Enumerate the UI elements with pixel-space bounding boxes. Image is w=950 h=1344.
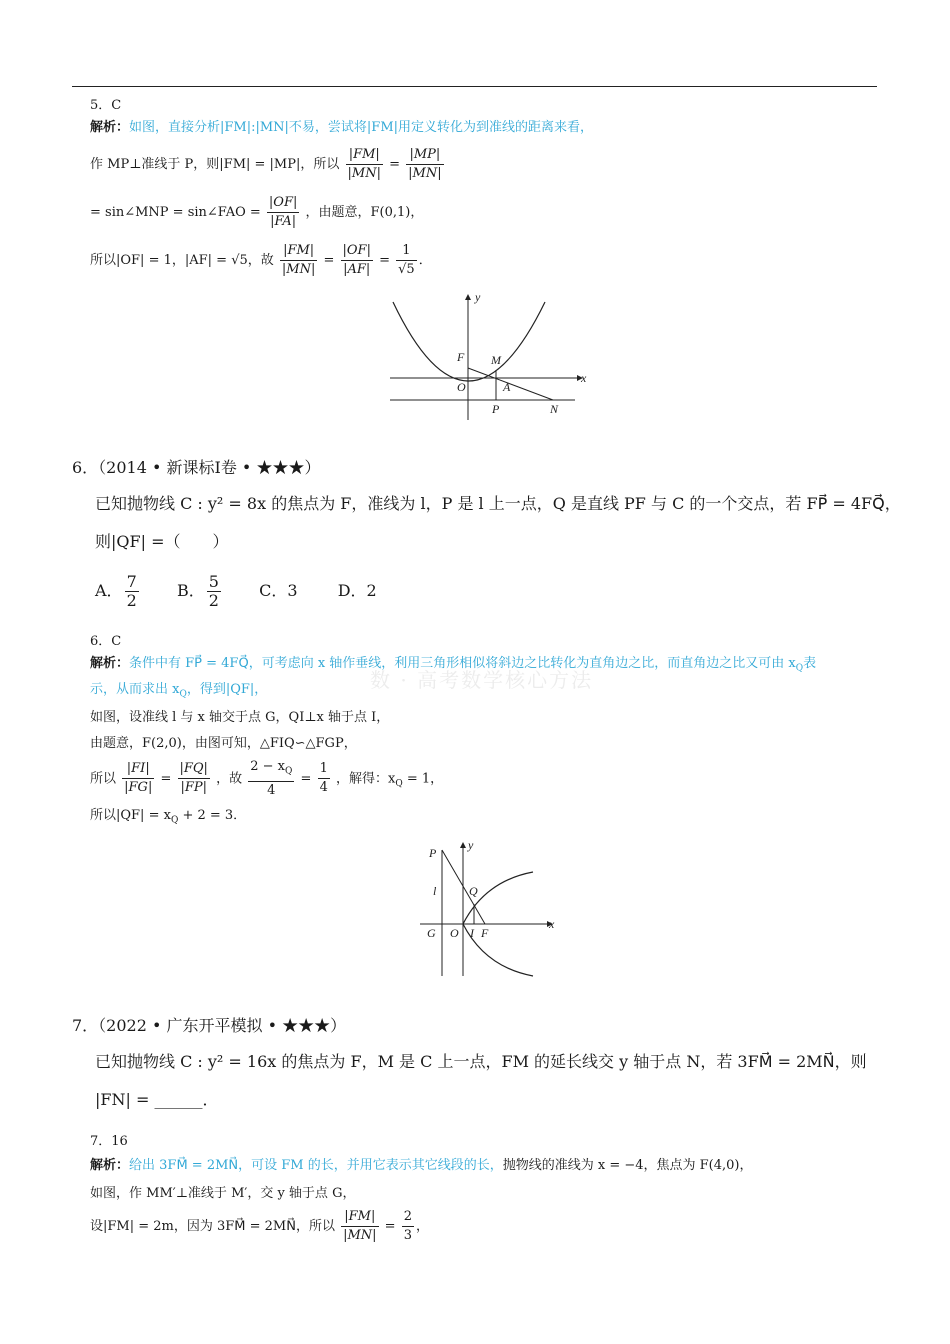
q7-title: 7．（2022 • 广东开平模拟 • ★★★） xyxy=(72,1016,347,1035)
q7-line1-rest: 抛物线的准线为 x = −4，焦点为 F(4,0)， xyxy=(502,1158,753,1173)
option-frac xyxy=(207,573,221,610)
frac-den: |FG| xyxy=(124,780,153,796)
q6-line2: 由题意，F(2,0)，由图可知，△FIQ∽△FGP， xyxy=(90,736,357,751)
q6-options xyxy=(95,568,377,614)
q5-parabola-figure xyxy=(385,290,595,425)
q6-line4-sub: Q xyxy=(170,815,179,826)
q5-frac-of-af xyxy=(341,242,373,279)
frac-den: 2 xyxy=(208,591,219,610)
frac-den: |FP| xyxy=(180,780,207,796)
q6-stem2: 则|QF| =（ ） xyxy=(95,532,229,551)
label-F: F xyxy=(481,926,489,940)
q5-label: 解析： xyxy=(90,120,130,135)
label-N: N xyxy=(550,402,559,416)
option-letter: A． xyxy=(95,581,123,600)
q6-line3-end: = 1， xyxy=(402,771,444,787)
q7-frac-fm-mn xyxy=(341,1208,378,1245)
q6-label: 解析： xyxy=(90,656,130,671)
option-letter: B． xyxy=(176,581,205,600)
q5-line2-tail: ，由题意，F(0,1)， xyxy=(305,205,424,220)
label-I: I xyxy=(470,926,474,940)
q6-option-c[interactable]: C．3 xyxy=(259,581,298,600)
frac-num: |OF| xyxy=(267,194,299,213)
q6-line3: 所以 $\frac{|FI|}{|FG|}$ = $\frac{|FQ|}{|FP|}$ ，故 $\frac{2 - x_Q}{4}$ = $\frac{1}{4}$ ，解得：$x_Q = 1$， xyxy=(90,759,444,798)
q6-line4-end: + 2 = 3． xyxy=(178,808,247,823)
q5-frac-fm-mn xyxy=(346,146,383,183)
q7-line3-text: 设|FM| = 2m，因为 3FM⃗ = 2MN⃗，所以 xyxy=(90,1219,335,1234)
frac-den: |FA| xyxy=(270,214,297,229)
q6-frac-fi-fg xyxy=(122,760,154,797)
watermark: 数 · 高考数学核心方法 xyxy=(370,668,594,692)
q6-line4-text: 所以|QF| = x xyxy=(90,808,171,823)
q6-frac-fq-fp xyxy=(178,760,210,797)
q7-line2: 如图，作 MM′⊥准线于 M′，交 y 轴于点 G， xyxy=(90,1186,356,1201)
q7-line3: 设|FM| = 2m，因为 3FM⃗ = 2MN⃗，所以 $\frac{|FM|}{|MN|}$ = $\frac{2}{3}$ ， xyxy=(90,1209,430,1243)
q7-hint: 给出 3FM⃗ = 2MN⃗，可设 FM 的长，并用它表示其它线段的长， xyxy=(129,1158,503,1173)
label-F: F xyxy=(457,350,465,364)
line-fn xyxy=(468,368,553,400)
frac-den: |MN| xyxy=(343,1228,377,1243)
label-y: y xyxy=(475,290,481,304)
label-M: M xyxy=(491,353,501,367)
frac-num: |FQ| xyxy=(178,760,210,779)
q6-hint2-end: ，得到|QF|， xyxy=(186,682,268,697)
q6-answer: 6．C xyxy=(90,634,122,649)
frac-num-text: 2 − x xyxy=(250,759,285,774)
y-arrow xyxy=(460,842,466,848)
q6-hint2: 示，从而求出 x xyxy=(90,682,180,697)
frac-den: 4 xyxy=(319,780,328,796)
frac-den: 4 xyxy=(267,782,276,798)
label-x: x xyxy=(581,371,587,385)
q5-line3-text: 所以|OF| = 1，|AF| = √5，故 xyxy=(90,253,274,268)
label-O: O xyxy=(450,926,459,940)
frac-den: |MN| xyxy=(281,262,316,277)
frac-num: 2 xyxy=(402,1208,414,1227)
q6-parabola-figure xyxy=(415,836,560,981)
frac-num: |MP| xyxy=(406,146,443,165)
q5-frac-1-sqrt5 xyxy=(396,242,417,279)
q5-line3: 所以|OF| = 1，|AF| = √5，故 $\frac{|FM|}{|MN|}$ = $\frac{|OF|}{|AF|}$ = $\frac{1}{√5}$ ． xyxy=(90,243,432,277)
q5-hint: 如图，直接分析|FM|:|MN|不易，尝试将|FM|用定义转化为到准线的距离来看， xyxy=(129,120,594,135)
q6-line4 xyxy=(90,806,246,831)
q5-line2 xyxy=(90,192,423,234)
label-O: O xyxy=(457,380,466,394)
q6-option-d[interactable]: D．2 xyxy=(337,581,377,600)
q5-frac-fm-mn-2 xyxy=(280,242,317,279)
label-y: y xyxy=(468,838,474,852)
label-Q: Q xyxy=(469,884,478,898)
label-A: A xyxy=(503,380,511,394)
q6-line3-text: 所以 xyxy=(90,771,117,787)
y-arrow xyxy=(465,294,471,300)
q6-line3-solve: ，解得：x xyxy=(335,771,396,787)
frac-num: 1 xyxy=(396,242,417,261)
q5-frac-of-fa xyxy=(267,194,299,231)
option-frac xyxy=(125,573,139,610)
q5-hint-line xyxy=(90,118,593,138)
frac-num: 5 xyxy=(208,572,219,591)
label-x: x xyxy=(549,917,555,931)
frac-num: 1 xyxy=(318,760,330,779)
q6-hint2-sub: Q xyxy=(179,689,187,700)
frac-num: |FM| xyxy=(341,1208,378,1227)
q6-hint1: 条件中有 FP⃗ = 4FQ⃗，可考虑向 x 轴作垂线，利用三角形相似将斜边之比转化为直角边之比，而直角边之比又可由 x xyxy=(129,656,796,671)
frac-num: |FM| xyxy=(346,146,383,165)
label-P: P xyxy=(492,402,500,416)
frac-num-sub: Q xyxy=(285,766,293,777)
q6-hint1-end: 表 xyxy=(803,656,817,671)
label-G: G xyxy=(427,926,436,940)
q6-hint1-sub: Q xyxy=(795,663,804,674)
frac-den: |MN| xyxy=(408,166,442,181)
q7-frac-2-3 xyxy=(402,1208,414,1245)
q6-line1: 如图，设准线 l 与 x 轴交于点 G，QI⊥x 轴于点 I， xyxy=(90,710,390,725)
frac-num: |OF| xyxy=(341,242,373,261)
parabola-curve xyxy=(393,302,545,381)
frac-num xyxy=(248,758,294,782)
q6-stem: 已知抛物线 C : y² = 8x 的焦点为 F，准线为 l，P 是 l 上一点，Q 是直线 PF 与 C 的一个交点，若 FP⃗ = 4FQ⃗， xyxy=(95,494,901,513)
q6-hint-line2 xyxy=(90,680,267,705)
q7-stem2: |FN| = ______． xyxy=(95,1090,219,1109)
q6-option-a[interactable] xyxy=(95,572,141,610)
q5-line2-text: = sin∠MNP = sin∠FAO = xyxy=(90,205,261,220)
q6-frac-1-4 xyxy=(318,760,330,797)
frac-num: 7 xyxy=(126,572,137,591)
q6-line3-sub: Q xyxy=(395,778,403,789)
q7-answer: 7．16 xyxy=(90,1134,128,1149)
q6-option-b[interactable] xyxy=(176,572,223,610)
q6-line3-mid: ，故 xyxy=(216,771,243,787)
frac-den: 2 xyxy=(126,591,137,610)
q5-frac-mp-mn xyxy=(406,146,443,183)
q5-answer: 5．C xyxy=(90,98,122,113)
q6-frac-2-xq-4 xyxy=(248,758,294,800)
q7-label: 解析： xyxy=(90,1158,130,1173)
frac-den: |AF| xyxy=(343,262,371,277)
frac-num: |FM| xyxy=(280,242,317,261)
q7-stem: 已知抛物线 C : y² = 16x 的焦点为 F，M 是 C 上一点，FM 的延长线交 y 轴于点 N，若 3FM⃗ = 2MN⃗，则 xyxy=(95,1052,867,1071)
label-P: P xyxy=(429,846,437,860)
header-rule xyxy=(72,86,877,87)
q5-line1: 作 MP⊥准线于 P，则|FM| = |MP|，所以 $\frac{|FM|}{|MN|}$ = $\frac{|MP|}{|MN|}$ xyxy=(90,147,442,181)
q5-line1-text: 作 MP⊥准线于 P，则|FM| = |MP|，所以 xyxy=(90,157,340,172)
frac-den: 3 xyxy=(403,1228,412,1243)
label-l: l xyxy=(433,884,437,898)
q6-title: 6．（2014 • 新课标Ⅰ卷 • ★★★） xyxy=(72,458,321,477)
frac-den: |MN| xyxy=(347,166,381,181)
frac-num: |FI| xyxy=(122,760,154,779)
q7-hint-line xyxy=(90,1156,752,1176)
frac-den: √5 xyxy=(398,262,415,277)
